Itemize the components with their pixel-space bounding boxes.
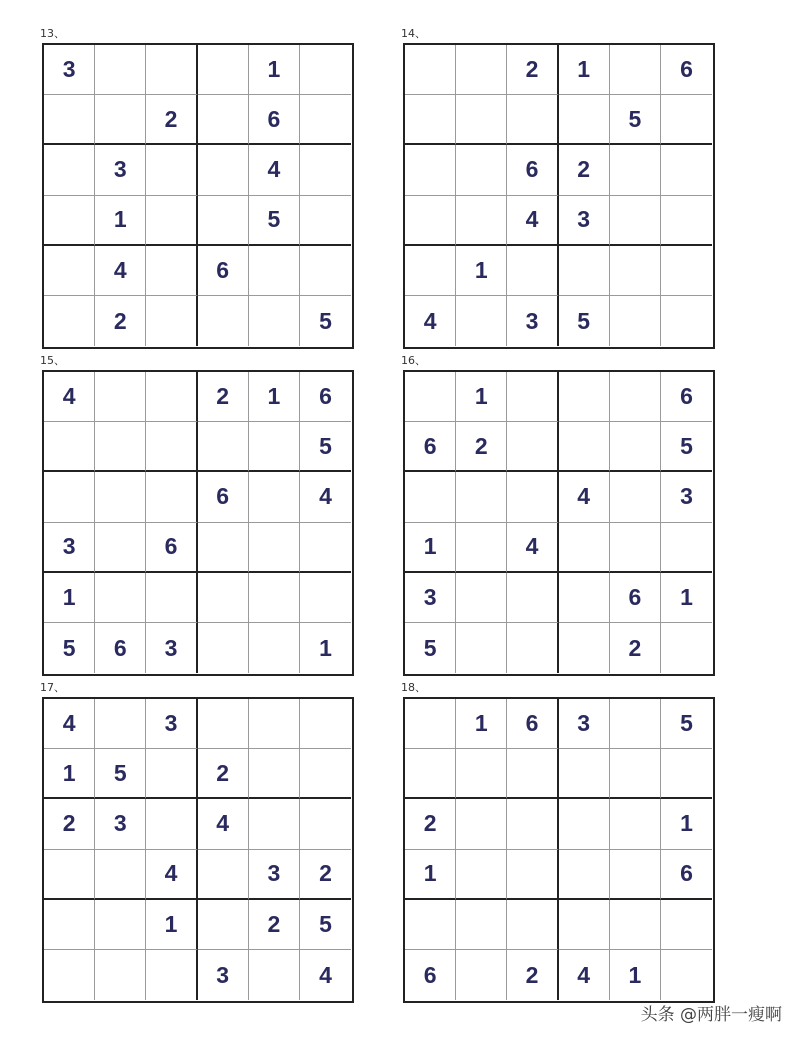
- sudoku-cell[interactable]: [146, 372, 197, 422]
- sudoku-cell[interactable]: [44, 950, 95, 1000]
- sudoku-cell[interactable]: [146, 296, 197, 346]
- sudoku-cell[interactable]: [44, 246, 95, 296]
- sudoku-cell[interactable]: [405, 95, 456, 145]
- sudoku-cell[interactable]: [610, 196, 661, 246]
- sudoku-cell[interactable]: 1: [661, 799, 712, 849]
- sudoku-cell[interactable]: 2: [146, 95, 197, 145]
- sudoku-cell[interactable]: [198, 95, 249, 145]
- sudoku-cell[interactable]: [249, 699, 300, 749]
- sudoku-cell[interactable]: [95, 472, 146, 522]
- sudoku-cell[interactable]: 1: [249, 372, 300, 422]
- sudoku-cell[interactable]: 1: [146, 900, 197, 950]
- sudoku-cell[interactable]: 1: [610, 950, 661, 1000]
- sudoku-cell[interactable]: [507, 246, 558, 296]
- sudoku-cell[interactable]: 1: [559, 45, 610, 95]
- sudoku-cell[interactable]: 2: [507, 45, 558, 95]
- sudoku-cell[interactable]: 6: [661, 850, 712, 900]
- sudoku-cell[interactable]: [559, 422, 610, 472]
- sudoku-cell[interactable]: [507, 850, 558, 900]
- sudoku-cell[interactable]: [507, 573, 558, 623]
- sudoku-grid: [403, 697, 715, 1003]
- sudoku-cell[interactable]: [300, 573, 351, 623]
- sudoku-cell[interactable]: 4: [300, 472, 351, 522]
- sudoku-cell[interactable]: [249, 422, 300, 472]
- puzzle-number-label: 13、: [40, 27, 65, 40]
- sudoku-cell[interactable]: [249, 472, 300, 522]
- sudoku-cell[interactable]: 3: [95, 799, 146, 849]
- sudoku-cell[interactable]: 1: [319, 634, 332, 661]
- sudoku-cell[interactable]: 3: [661, 472, 712, 522]
- sudoku-cell[interactable]: [146, 749, 197, 799]
- sudoku-cell[interactable]: 2: [44, 799, 95, 849]
- sudoku-cell[interactable]: [249, 799, 300, 849]
- sudoku-cell[interactable]: [198, 45, 249, 95]
- sudoku-cell[interactable]: [198, 623, 249, 673]
- sudoku-cell[interactable]: 2: [610, 623, 661, 673]
- sudoku-cell[interactable]: [507, 472, 558, 522]
- sudoku-grid: [403, 43, 715, 349]
- sudoku-cell[interactable]: [300, 95, 351, 145]
- sudoku-cell[interactable]: 4: [249, 145, 300, 195]
- sudoku-cell[interactable]: [146, 196, 197, 246]
- sudoku-cell[interactable]: [44, 145, 95, 195]
- sudoku-cell[interactable]: [610, 799, 661, 849]
- sudoku-cell[interactable]: [507, 623, 558, 673]
- sudoku-cell[interactable]: 6: [661, 372, 712, 422]
- sudoku-cell[interactable]: [456, 749, 507, 799]
- sudoku-cell[interactable]: [610, 900, 661, 950]
- sudoku-cell[interactable]: [610, 472, 661, 522]
- sudoku-cell[interactable]: [456, 296, 507, 346]
- sudoku-cell[interactable]: [610, 699, 661, 749]
- sudoku-cell[interactable]: 3: [249, 850, 300, 900]
- sudoku-cell[interactable]: [95, 699, 146, 749]
- sudoku-cell[interactable]: [610, 422, 661, 472]
- sudoku-cell[interactable]: 5: [610, 95, 661, 145]
- sudoku-cell[interactable]: 1: [405, 850, 456, 900]
- sudoku-cell[interactable]: [44, 95, 95, 145]
- sudoku-cell[interactable]: [456, 573, 507, 623]
- sudoku-grid: [42, 697, 354, 1003]
- sudoku-cell[interactable]: [198, 573, 249, 623]
- sudoku-cell[interactable]: [95, 900, 146, 950]
- sudoku-cell[interactable]: 4: [95, 246, 146, 296]
- sudoku-cell[interactable]: 4: [319, 961, 332, 988]
- sudoku-cell[interactable]: 3: [559, 196, 610, 246]
- sudoku-cell[interactable]: 6: [405, 950, 456, 1000]
- sudoku-cell[interactable]: 3: [559, 699, 610, 749]
- sudoku-cell[interactable]: [249, 296, 300, 346]
- sudoku-cell[interactable]: [405, 246, 456, 296]
- sudoku-cell[interactable]: [249, 573, 300, 623]
- sudoku-cell[interactable]: 3: [198, 950, 249, 1000]
- sudoku-cell[interactable]: [95, 850, 146, 900]
- sudoku-cell[interactable]: [95, 372, 146, 422]
- sudoku-cell[interactable]: 6: [249, 95, 300, 145]
- sudoku-cell[interactable]: [661, 749, 712, 799]
- sudoku-cell[interactable]: [661, 950, 712, 1000]
- watermark-text: 头条 @两胖一瘦啊: [640, 1005, 782, 1025]
- sudoku-cell[interactable]: [198, 850, 249, 900]
- sudoku-cell[interactable]: [95, 95, 146, 145]
- sudoku-cell[interactable]: [300, 523, 351, 573]
- sudoku-cell[interactable]: [405, 145, 456, 195]
- sudoku-cell[interactable]: [661, 296, 712, 346]
- sudoku-cell[interactable]: 3: [146, 699, 197, 749]
- sudoku-cell[interactable]: [507, 372, 558, 422]
- sudoku-cell[interactable]: [198, 145, 249, 195]
- puzzle-number-label: 15、: [40, 354, 65, 367]
- sudoku-cell[interactable]: 2: [559, 145, 610, 195]
- sudoku-cell[interactable]: 1: [405, 523, 456, 573]
- sudoku-cell[interactable]: [95, 523, 146, 573]
- sudoku-cell[interactable]: 3: [146, 623, 197, 673]
- sudoku-cell[interactable]: [559, 573, 610, 623]
- sudoku-cell[interactable]: [44, 472, 95, 522]
- sudoku-cell[interactable]: [249, 749, 300, 799]
- sudoku-cell[interactable]: 1: [249, 45, 300, 95]
- sudoku-cell[interactable]: [559, 900, 610, 950]
- sudoku-cell[interactable]: [44, 422, 95, 472]
- sudoku-cell[interactable]: 5: [559, 296, 610, 346]
- puzzle-number-label: 14、: [401, 27, 426, 40]
- sudoku-cell[interactable]: [198, 296, 249, 346]
- sudoku-cell[interactable]: 6: [198, 246, 249, 296]
- sudoku-cell[interactable]: [249, 950, 300, 1000]
- sudoku-cell[interactable]: 2: [507, 950, 558, 1000]
- sudoku-cell[interactable]: [559, 246, 610, 296]
- sudoku-cell[interactable]: [507, 799, 558, 849]
- sudoku-cell[interactable]: 4: [559, 472, 610, 522]
- sudoku-cell[interactable]: 6: [610, 573, 661, 623]
- sudoku-cell[interactable]: [146, 422, 197, 472]
- sudoku-cell[interactable]: [456, 472, 507, 522]
- sudoku-cell[interactable]: [146, 472, 197, 522]
- sudoku-cell[interactable]: 3: [405, 573, 456, 623]
- sudoku-cell[interactable]: 6: [300, 372, 351, 422]
- sudoku-cell[interactable]: 2: [405, 799, 456, 849]
- sudoku-cell[interactable]: [610, 246, 661, 296]
- sudoku-cell[interactable]: 1: [44, 749, 95, 799]
- sudoku-cell[interactable]: [456, 623, 507, 673]
- sudoku-cell[interactable]: [610, 749, 661, 799]
- sudoku-cell[interactable]: 2: [198, 372, 249, 422]
- sudoku-cell[interactable]: 1: [661, 573, 712, 623]
- sudoku-cell[interactable]: [559, 799, 610, 849]
- sudoku-cell[interactable]: [300, 749, 351, 799]
- sudoku-cell[interactable]: 1: [95, 196, 146, 246]
- puzzle-number-label: 16、: [401, 354, 426, 367]
- sudoku-cell[interactable]: [44, 296, 95, 346]
- sudoku-cell[interactable]: [559, 749, 610, 799]
- sudoku-cell[interactable]: [300, 246, 351, 296]
- sudoku-cell[interactable]: [95, 573, 146, 623]
- puzzle-number-label: 18、: [401, 681, 426, 694]
- sudoku-cell[interactable]: 2: [300, 850, 351, 900]
- sudoku-grid: [42, 43, 354, 349]
- sudoku-cell[interactable]: [405, 900, 456, 950]
- sudoku-cell[interactable]: [610, 145, 661, 195]
- sudoku-cell[interactable]: 5: [319, 307, 332, 334]
- sudoku-cell[interactable]: [249, 623, 300, 673]
- sudoku-cell[interactable]: [661, 196, 712, 246]
- sudoku-grid: [403, 370, 715, 676]
- sudoku-cell[interactable]: 5: [300, 900, 351, 950]
- sudoku-cell[interactable]: [146, 573, 197, 623]
- sudoku-cell[interactable]: [507, 900, 558, 950]
- sudoku-cell[interactable]: [610, 296, 661, 346]
- sudoku-cell[interactable]: [456, 850, 507, 900]
- sudoku-cell[interactable]: 5: [44, 623, 95, 673]
- sudoku-cell[interactable]: [610, 45, 661, 95]
- sudoku-cell[interactable]: [456, 196, 507, 246]
- sudoku-grid: [42, 370, 354, 676]
- sudoku-cell[interactable]: [300, 699, 351, 749]
- sudoku-cell[interactable]: [44, 196, 95, 246]
- sudoku-cell[interactable]: [456, 799, 507, 849]
- sudoku-cell[interactable]: 6: [661, 45, 712, 95]
- sudoku-cell[interactable]: 6: [507, 145, 558, 195]
- sudoku-cell[interactable]: 3: [95, 145, 146, 195]
- sudoku-cell[interactable]: 6: [405, 422, 456, 472]
- sudoku-cell[interactable]: 6: [95, 623, 146, 673]
- sudoku-cell[interactable]: 3: [44, 45, 95, 95]
- sudoku-cell[interactable]: 2: [456, 422, 507, 472]
- sudoku-cell[interactable]: [507, 749, 558, 799]
- sudoku-cell[interactable]: [456, 523, 507, 573]
- sudoku-cell[interactable]: 1: [456, 372, 507, 422]
- sudoku-cell[interactable]: [300, 45, 351, 95]
- sudoku-cell[interactable]: [405, 372, 456, 422]
- sudoku-cell[interactable]: [405, 196, 456, 246]
- sudoku-cell[interactable]: 4: [507, 523, 558, 573]
- sudoku-cell[interactable]: 2: [198, 749, 249, 799]
- sudoku-cell[interactable]: 3: [507, 296, 558, 346]
- sudoku-cell[interactable]: [456, 95, 507, 145]
- sudoku-cell[interactable]: 1: [456, 246, 507, 296]
- sudoku-cell[interactable]: [300, 799, 351, 849]
- sudoku-cell[interactable]: [44, 900, 95, 950]
- sudoku-cell[interactable]: 5: [95, 749, 146, 799]
- sudoku-cell[interactable]: [661, 95, 712, 145]
- sudoku-cell[interactable]: 4: [559, 950, 610, 1000]
- sudoku-cell[interactable]: [95, 45, 146, 95]
- sudoku-cell[interactable]: [661, 623, 712, 673]
- sudoku-cell[interactable]: [456, 145, 507, 195]
- sudoku-cell[interactable]: [249, 523, 300, 573]
- sudoku-cell[interactable]: [559, 372, 610, 422]
- sudoku-cell[interactable]: 4: [198, 799, 249, 849]
- sudoku-cell[interactable]: [507, 422, 558, 472]
- sudoku-cell[interactable]: [559, 850, 610, 900]
- sudoku-cell[interactable]: [559, 95, 610, 145]
- sudoku-cell[interactable]: 3: [44, 523, 95, 573]
- sudoku-cell[interactable]: [456, 950, 507, 1000]
- sudoku-cell[interactable]: [146, 246, 197, 296]
- sudoku-cell[interactable]: [405, 472, 456, 522]
- sudoku-cell[interactable]: [198, 196, 249, 246]
- sudoku-cell[interactable]: [44, 850, 95, 900]
- sudoku-cell[interactable]: [198, 523, 249, 573]
- sudoku-cell[interactable]: 4: [44, 699, 95, 749]
- sudoku-cell[interactable]: [95, 950, 146, 1000]
- puzzle-number-label: 17、: [40, 681, 65, 694]
- sudoku-cell[interactable]: 6: [198, 472, 249, 522]
- sudoku-cell[interactable]: [300, 145, 351, 195]
- sudoku-cell[interactable]: [249, 246, 300, 296]
- sudoku-cell[interactable]: 2: [249, 900, 300, 950]
- sudoku-cell[interactable]: 5: [249, 196, 300, 246]
- sudoku-cell[interactable]: 1: [44, 573, 95, 623]
- sudoku-cell[interactable]: 6: [507, 699, 558, 749]
- sudoku-cell[interactable]: [405, 45, 456, 95]
- sudoku-cell[interactable]: [198, 699, 249, 749]
- sudoku-cell[interactable]: [610, 372, 661, 422]
- sudoku-cell[interactable]: [610, 850, 661, 900]
- sudoku-cell[interactable]: 4: [146, 850, 197, 900]
- sudoku-cell[interactable]: [456, 900, 507, 950]
- sudoku-cell[interactable]: [661, 246, 712, 296]
- sudoku-cell[interactable]: [661, 900, 712, 950]
- sudoku-cell[interactable]: [146, 45, 197, 95]
- sudoku-cell[interactable]: 5: [300, 422, 351, 472]
- sudoku-cell[interactable]: [198, 900, 249, 950]
- sudoku-cell[interactable]: 1: [456, 699, 507, 749]
- sudoku-cell[interactable]: [559, 623, 610, 673]
- sudoku-cell[interactable]: [146, 950, 197, 1000]
- sudoku-cell[interactable]: 4: [405, 296, 456, 346]
- sudoku-cell[interactable]: [610, 523, 661, 573]
- sudoku-cell[interactable]: [456, 45, 507, 95]
- sudoku-cell[interactable]: [198, 422, 249, 472]
- sudoku-cell[interactable]: [300, 196, 351, 246]
- sudoku-cell[interactable]: 5: [661, 699, 712, 749]
- sudoku-cell[interactable]: [661, 523, 712, 573]
- sudoku-cell[interactable]: [146, 145, 197, 195]
- sudoku-cell[interactable]: 5: [405, 623, 456, 673]
- sudoku-cell[interactable]: [507, 95, 558, 145]
- sudoku-cell[interactable]: 4: [507, 196, 558, 246]
- sudoku-cell[interactable]: 5: [661, 422, 712, 472]
- sudoku-cell[interactable]: [95, 422, 146, 472]
- sudoku-cell[interactable]: [405, 749, 456, 799]
- sudoku-cell[interactable]: [405, 699, 456, 749]
- sudoku-cell[interactable]: [146, 799, 197, 849]
- sudoku-cell[interactable]: [661, 145, 712, 195]
- sudoku-cell[interactable]: 6: [146, 523, 197, 573]
- sudoku-cell[interactable]: [559, 523, 610, 573]
- sudoku-cell[interactable]: 2: [95, 296, 146, 346]
- sudoku-cell[interactable]: 4: [44, 372, 95, 422]
